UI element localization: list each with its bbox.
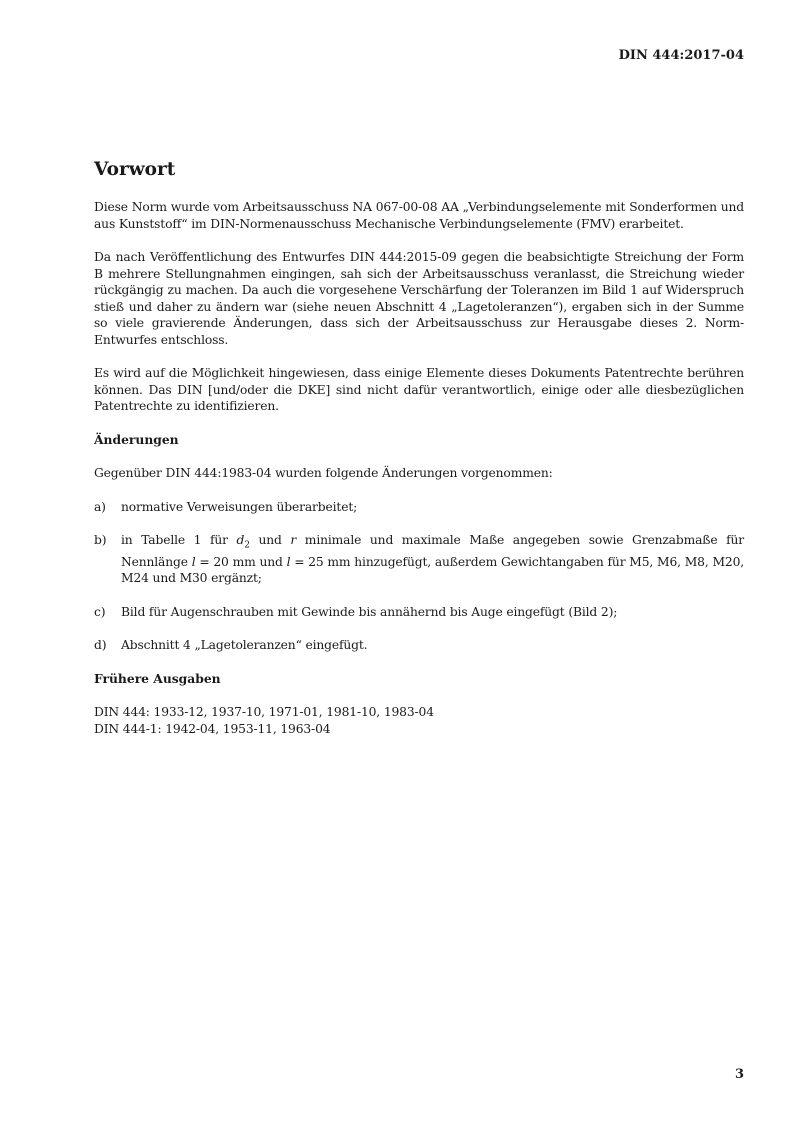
change-item-a bbox=[94, 499, 744, 516]
variable-r: r bbox=[290, 533, 297, 547]
foreword-paragraph-3: Es wird auf die Möglichkeit hingewiesen, dass einige Elemente dieses Dokuments Patentrechte berühren können. Das DIN [und/oder die DKE] sind nicht dafür verantwortlich, einige oder alle diesbezüglichen Patentrechte zu identifizieren. bbox=[94, 366, 744, 413]
change-item-b bbox=[94, 532, 744, 587]
edition-line: DIN 444: 1933-12, 1937-10, 1971-01, 1981-10, 1983-04 bbox=[94, 705, 434, 720]
variable-l: l bbox=[286, 554, 291, 569]
text-segment: und bbox=[249, 533, 291, 547]
edition-line: DIN 444-1: 1942-04, 1953-11, 1963-04 bbox=[94, 721, 331, 736]
foreword-paragraph-1: Diese Norm wurde vom Arbeitsausschuss NA 067-00-08 AA „Verbindungselemente mit Sonderformen und aus Kunststoff“ im DIN-Normenausschuss Mechanische Verbindungselemente (FMV) erarbeitet. bbox=[94, 200, 744, 231]
editions-heading: Frühere Ausgaben bbox=[94, 670, 221, 686]
list-text: Abschnitt 4 „Lagetoleranzen“ eingefügt. bbox=[121, 638, 368, 653]
subscript-2: 2 bbox=[244, 540, 250, 551]
list-marker: a) bbox=[94, 499, 106, 514]
list-text bbox=[121, 532, 744, 587]
page-number: 3 bbox=[734, 1067, 744, 1082]
change-item-d bbox=[94, 637, 744, 654]
document-code: DIN 444:2017-04 bbox=[618, 48, 744, 63]
variable-l: l bbox=[191, 554, 196, 569]
changes-heading: Änderungen bbox=[94, 431, 179, 447]
page-title: Vorwort bbox=[94, 159, 176, 180]
text-segment: in Tabelle 1 für bbox=[121, 533, 237, 547]
changes-intro: Gegenüber DIN 444:1983-04 wurden folgende Änderungen vorgenommen: bbox=[94, 466, 553, 480]
text-segment: = 20 mm und bbox=[195, 554, 287, 569]
change-item-c bbox=[94, 604, 744, 621]
text-segment: minimale und maximale Maße angegeben sowie Grenzabmaße für Nennlänge bbox=[121, 533, 745, 569]
list-marker: b) bbox=[94, 533, 107, 547]
list-marker: c) bbox=[94, 604, 106, 619]
editions-list bbox=[94, 704, 744, 737]
variable-d: d bbox=[236, 533, 245, 547]
page-content bbox=[94, 158, 744, 737]
text-segment: = 25 mm hinzugefügt, außerdem Gewichtangaben für M5, M6, M8, M20, M24 und M30 ergänzt; bbox=[121, 554, 744, 586]
foreword-paragraph-2: Da nach Veröffentlichung des Entwurfes DIN 444:2015-09 gegen die beabsichtigte Streichung der Form B mehrere Stellungnahmen eingingen, sah sich der Arbeitsausschuss veranlasst, die Streichung wieder rückgängig zu machen. Da auch die vorgesehene Verschärfung der Toleranzen im Bild 1 auf Widerspruch stieß und daher zu ändern war (siehe neuen Abschnitt 4 „Lagetoleranzen“), ergaben sich in der Summe so viele gravierende Änderungen, dass sich der Arbeitsausschuss zur Herausgabe dieses 2. Norm-Entwurfes entschloss. bbox=[94, 250, 744, 347]
list-text: normative Verweisungen überarbeitet; bbox=[121, 499, 358, 514]
list-text: Bild für Augenschrauben mit Gewinde bis annähernd bis Auge eingefügt (Bild 2); bbox=[121, 604, 618, 619]
list-marker: d) bbox=[94, 638, 107, 653]
